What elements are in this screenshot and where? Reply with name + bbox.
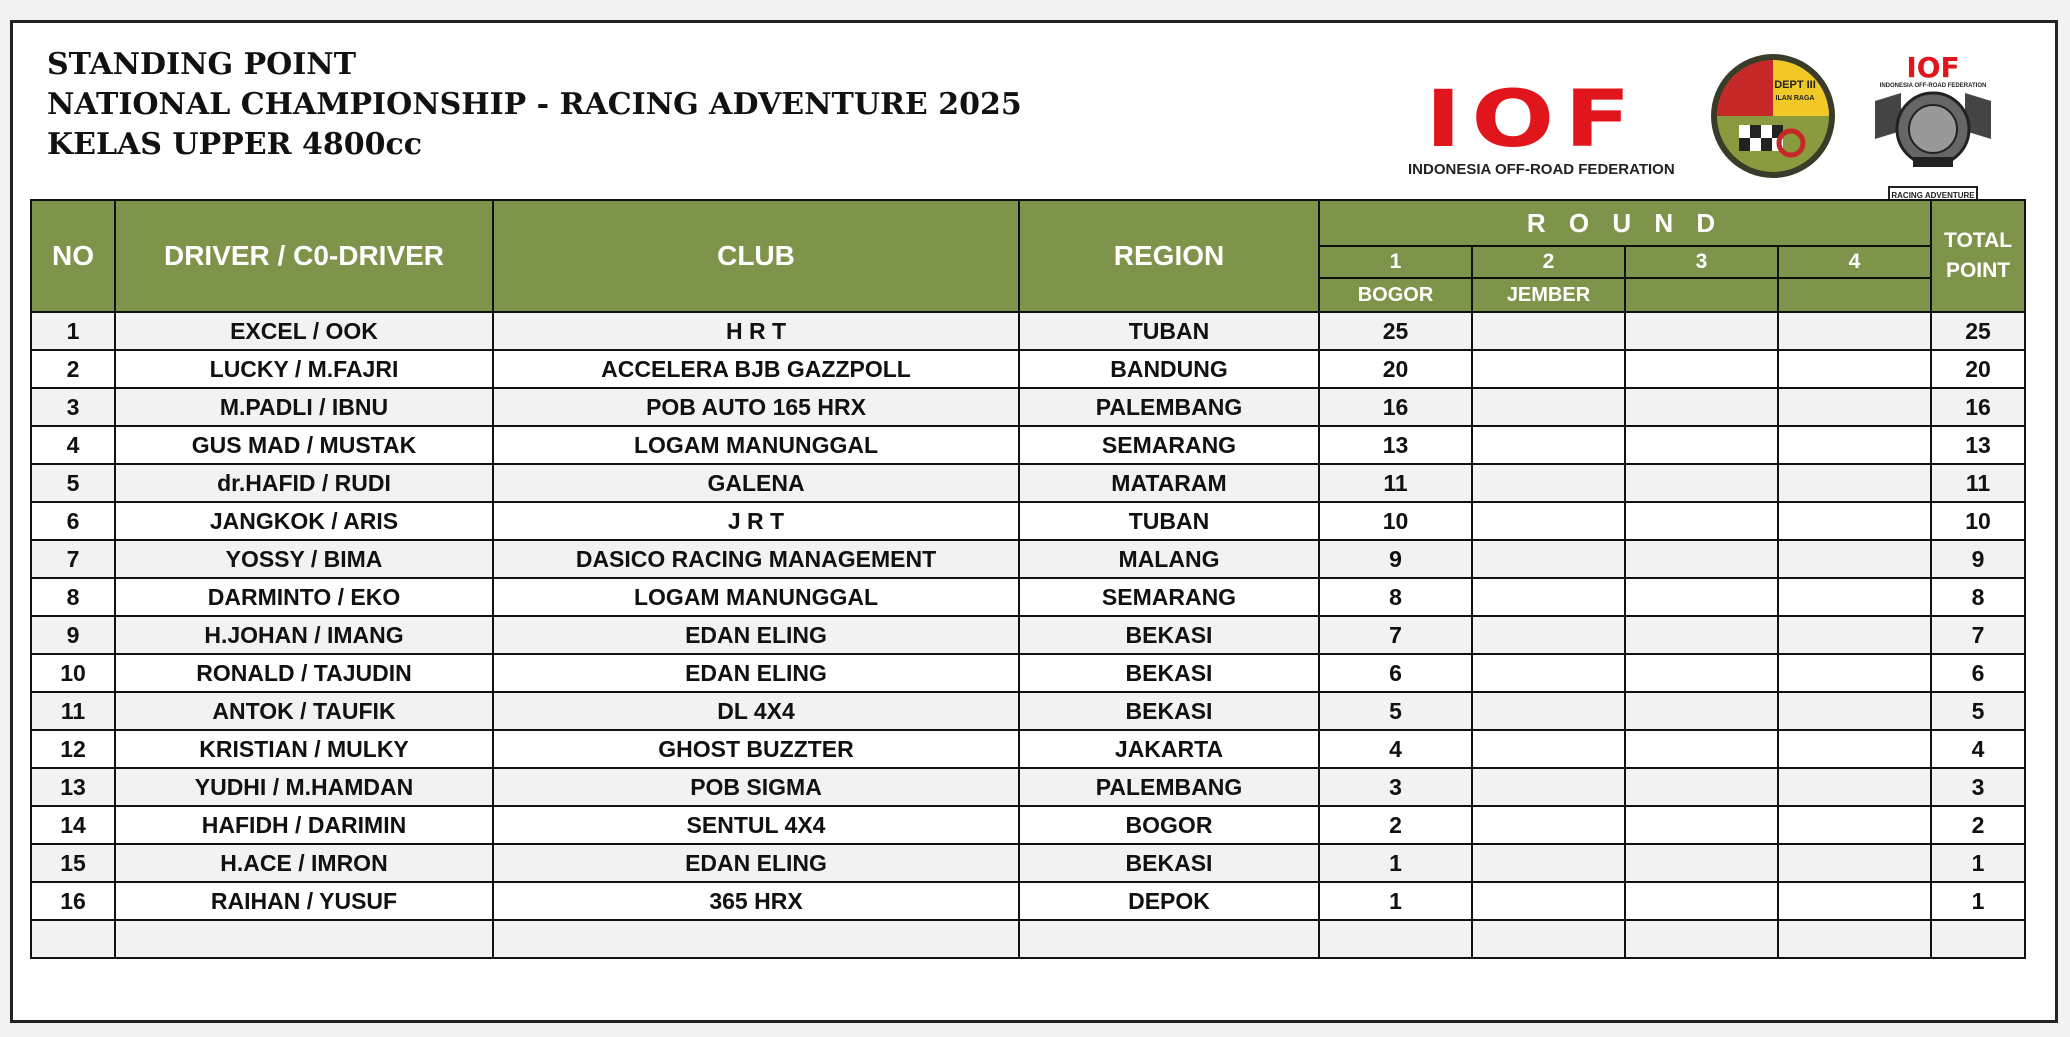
cell-no: 14 <box>31 806 115 844</box>
cell-no: 13 <box>31 768 115 806</box>
cell-r2 <box>1472 464 1625 502</box>
cell-r3 <box>1625 768 1778 806</box>
cell-r1: 3 <box>1319 768 1472 806</box>
championship-title: NATIONAL CHAMPIONSHIP - RACING ADVENTURE 2025 <box>47 87 1022 122</box>
table-row <box>31 844 2025 882</box>
cell-driver: JANGKOK / ARIS <box>115 502 493 540</box>
cell-club: LOGAM MANUNGGAL <box>493 426 1019 464</box>
cell-r4 <box>1778 768 1931 806</box>
col-club: CLUB <box>493 200 1019 312</box>
cell-r2 <box>1472 692 1625 730</box>
cell-r4 <box>1778 616 1931 654</box>
cell-r1: 13 <box>1319 426 1472 464</box>
cell-r1: 2 <box>1319 806 1472 844</box>
cell-total: 9 <box>1931 540 2025 578</box>
table-row <box>31 540 2025 578</box>
cell-region: MALANG <box>1019 540 1319 578</box>
cell-r2 <box>1472 312 1625 350</box>
round-4-number: 4 <box>1778 246 1931 278</box>
cell-r1: 20 <box>1319 350 1472 388</box>
col-region: REGION <box>1019 200 1319 312</box>
cell-r1: 4 <box>1319 730 1472 768</box>
col-total-point <box>1931 200 2025 312</box>
cell-club: H R T <box>493 312 1019 350</box>
cell-total: 8 <box>1931 578 2025 616</box>
total-label-line1: TOTAL <box>1944 229 2013 252</box>
cell-no: 7 <box>31 540 115 578</box>
cell-club <box>493 920 1019 958</box>
cell-club: EDAN ELING <box>493 654 1019 692</box>
table-row <box>31 426 2025 464</box>
cell-r1: 11 <box>1319 464 1472 502</box>
round-2-city: JEMBER <box>1472 278 1625 312</box>
iof-logo-text: IOF <box>1425 75 1641 165</box>
cell-r2 <box>1472 350 1625 388</box>
table-row <box>31 882 2025 920</box>
cell-total: 10 <box>1931 502 2025 540</box>
iof-logo <box>1408 75 1675 178</box>
cell-r4 <box>1778 312 1931 350</box>
table-row <box>31 730 2025 768</box>
cell-driver: H.JOHAN / IMANG <box>115 616 493 654</box>
cell-r2 <box>1472 654 1625 692</box>
cell-total <box>1931 920 2025 958</box>
cell-driver <box>115 920 493 958</box>
cell-no: 10 <box>31 654 115 692</box>
table-row <box>31 920 2025 958</box>
cell-r3 <box>1625 312 1778 350</box>
cell-driver: RAIHAN / YUSUF <box>115 882 493 920</box>
cell-region: SEMARANG <box>1019 426 1319 464</box>
cell-no: 12 <box>31 730 115 768</box>
cell-total: 7 <box>1931 616 2025 654</box>
cell-r3 <box>1625 920 1778 958</box>
cell-club: GHOST BUZZTER <box>493 730 1019 768</box>
cell-club: GALENA <box>493 464 1019 502</box>
cell-region: BEKASI <box>1019 616 1319 654</box>
table-row <box>31 312 2025 350</box>
cell-r1: 7 <box>1319 616 1472 654</box>
cell-region: BEKASI <box>1019 844 1319 882</box>
cell-r4 <box>1778 426 1931 464</box>
cell-club: POB AUTO 165 HRX <box>493 388 1019 426</box>
emblem-footer-text: RACING ADVENTURE <box>1891 191 1975 200</box>
cell-total: 16 <box>1931 388 2025 426</box>
cell-no: 6 <box>31 502 115 540</box>
cell-region: BEKASI <box>1019 692 1319 730</box>
cell-region <box>1019 920 1319 958</box>
table-row <box>31 616 2025 654</box>
round-2-number: 2 <box>1472 246 1625 278</box>
cell-total: 1 <box>1931 844 2025 882</box>
col-round: R O U N D <box>1319 200 1931 246</box>
cell-driver: HAFIDH / DARIMIN <box>115 806 493 844</box>
cell-total: 11 <box>1931 464 2025 502</box>
cell-club: EDAN ELING <box>493 844 1019 882</box>
badge-subtext: ILAN RAGA <box>1775 95 1815 102</box>
cell-r3 <box>1625 464 1778 502</box>
cell-total: 20 <box>1931 350 2025 388</box>
round-3-city <box>1625 278 1778 312</box>
cell-club: 365 HRX <box>493 882 1019 920</box>
racing-adventure-emblem <box>1861 51 2005 211</box>
cell-r4 <box>1778 464 1931 502</box>
cell-club: DASICO RACING MANAGEMENT <box>493 540 1019 578</box>
cell-region: DEPOK <box>1019 882 1319 920</box>
cell-club: ACCELERA BJB GAZZPOLL <box>493 350 1019 388</box>
class-title: KELAS UPPER 4800cc <box>47 127 422 162</box>
cell-r3 <box>1625 844 1778 882</box>
cell-r2 <box>1472 920 1625 958</box>
title-block <box>47 45 1022 165</box>
cell-region: TUBAN <box>1019 312 1319 350</box>
cell-total: 1 <box>1931 882 2025 920</box>
badge-text: DEPT III <box>1774 79 1816 91</box>
cell-r2 <box>1472 730 1625 768</box>
cell-driver: H.ACE / IMRON <box>115 844 493 882</box>
cell-total: 25 <box>1931 312 2025 350</box>
cell-r3 <box>1625 388 1778 426</box>
iof-logo-subtitle: INDONESIA OFF-ROAD FEDERATION <box>1408 161 1675 178</box>
cell-total: 6 <box>1931 654 2025 692</box>
cell-region: MATARAM <box>1019 464 1319 502</box>
cell-total: 4 <box>1931 730 2025 768</box>
cell-region: TUBAN <box>1019 502 1319 540</box>
emblem-subtitle: INDONESIA OFF-ROAD FEDERATION <box>1879 83 1987 89</box>
col-no: NO <box>31 200 115 312</box>
cell-r4 <box>1778 844 1931 882</box>
cell-club: LOGAM MANUNGGAL <box>493 578 1019 616</box>
cell-total: 3 <box>1931 768 2025 806</box>
cell-club: DL 4X4 <box>493 692 1019 730</box>
cell-no: 11 <box>31 692 115 730</box>
cell-driver: GUS MAD / MUSTAK <box>115 426 493 464</box>
cell-r3 <box>1625 502 1778 540</box>
table-row <box>31 350 2025 388</box>
cell-r4 <box>1778 806 1931 844</box>
cell-r1: 9 <box>1319 540 1472 578</box>
cell-r4 <box>1778 920 1931 958</box>
cell-total: 13 <box>1931 426 2025 464</box>
table-row <box>31 654 2025 692</box>
cell-r2 <box>1472 844 1625 882</box>
cell-no: 15 <box>31 844 115 882</box>
cell-r2 <box>1472 806 1625 844</box>
cell-r3 <box>1625 426 1778 464</box>
cell-r2 <box>1472 502 1625 540</box>
cell-r1: 8 <box>1319 578 1472 616</box>
cell-r3 <box>1625 654 1778 692</box>
cell-driver: ANTOK / TAUFIK <box>115 692 493 730</box>
cell-region: BOGOR <box>1019 806 1319 844</box>
cell-total: 5 <box>1931 692 2025 730</box>
cell-region: JAKARTA <box>1019 730 1319 768</box>
emblem-iof-text: IOF <box>1906 51 1960 84</box>
cell-driver: KRISTIAN / MULKY <box>115 730 493 768</box>
round-1-number: 1 <box>1319 246 1472 278</box>
cell-region: BEKASI <box>1019 654 1319 692</box>
cell-r4 <box>1778 692 1931 730</box>
round-4-city <box>1778 278 1931 312</box>
cell-r3 <box>1625 806 1778 844</box>
cell-r2 <box>1472 616 1625 654</box>
cell-no: 8 <box>31 578 115 616</box>
cell-r3 <box>1625 692 1778 730</box>
cell-r1: 1 <box>1319 882 1472 920</box>
cell-club: J R T <box>493 502 1019 540</box>
cell-driver: EXCEL / OOK <box>115 312 493 350</box>
cell-r3 <box>1625 350 1778 388</box>
cell-r2 <box>1472 578 1625 616</box>
table-row <box>31 502 2025 540</box>
cell-r1: 1 <box>1319 844 1472 882</box>
cell-club: SENTUL 4X4 <box>493 806 1019 844</box>
cell-r4 <box>1778 578 1931 616</box>
cell-r3 <box>1625 882 1778 920</box>
round-3-number: 3 <box>1625 246 1778 278</box>
cell-r4 <box>1778 502 1931 540</box>
cell-no: 1 <box>31 312 115 350</box>
cell-r1: 16 <box>1319 388 1472 426</box>
page-title: STANDING POINT <box>47 47 357 82</box>
cell-r3 <box>1625 578 1778 616</box>
cell-no: 4 <box>31 426 115 464</box>
cell-no: 5 <box>31 464 115 502</box>
table-row <box>31 464 2025 502</box>
cell-r4 <box>1778 540 1931 578</box>
standings-table <box>30 199 2026 959</box>
cell-driver: M.PADLI / IBNU <box>115 388 493 426</box>
cell-driver: DARMINTO / EKO <box>115 578 493 616</box>
table-row <box>31 692 2025 730</box>
cell-driver: RONALD / TAJUDIN <box>115 654 493 692</box>
cell-club: EDAN ELING <box>493 616 1019 654</box>
cell-r1: 6 <box>1319 654 1472 692</box>
cell-r4 <box>1778 350 1931 388</box>
cell-r3 <box>1625 616 1778 654</box>
cell-r2 <box>1472 882 1625 920</box>
cell-r1: 10 <box>1319 502 1472 540</box>
cell-region: PALEMBANG <box>1019 768 1319 806</box>
cell-no: 3 <box>31 388 115 426</box>
cell-r1: 5 <box>1319 692 1472 730</box>
cell-r4 <box>1778 388 1931 426</box>
table-row <box>31 768 2025 806</box>
cell-r2 <box>1472 768 1625 806</box>
cell-r2 <box>1472 540 1625 578</box>
cell-driver: dr.HAFID / RUDI <box>115 464 493 502</box>
cell-r2 <box>1472 388 1625 426</box>
table-row <box>31 388 2025 426</box>
cell-r4 <box>1778 654 1931 692</box>
cell-no: 2 <box>31 350 115 388</box>
col-driver: DRIVER / C0-DRIVER <box>115 200 493 312</box>
cell-r1: 25 <box>1319 312 1472 350</box>
cell-no <box>31 920 115 958</box>
cell-r4 <box>1778 730 1931 768</box>
cell-r1 <box>1319 920 1472 958</box>
table-row <box>31 578 2025 616</box>
dept-badge-logo <box>1705 53 1841 179</box>
cell-total: 2 <box>1931 806 2025 844</box>
cell-no: 9 <box>31 616 115 654</box>
total-label-line2: POINT <box>1945 259 2011 282</box>
cell-club: POB SIGMA <box>493 768 1019 806</box>
cell-driver: LUCKY / M.FAJRI <box>115 350 493 388</box>
cell-region: PALEMBANG <box>1019 388 1319 426</box>
cell-r3 <box>1625 540 1778 578</box>
round-1-city: BOGOR <box>1319 278 1472 312</box>
cell-region: BANDUNG <box>1019 350 1319 388</box>
cell-driver: YOSSY / BIMA <box>115 540 493 578</box>
cell-r3 <box>1625 730 1778 768</box>
cell-r2 <box>1472 426 1625 464</box>
cell-driver: YUDHI / M.HAMDAN <box>115 768 493 806</box>
cell-no: 16 <box>31 882 115 920</box>
table-row <box>31 806 2025 844</box>
cell-region: SEMARANG <box>1019 578 1319 616</box>
cell-r4 <box>1778 882 1931 920</box>
